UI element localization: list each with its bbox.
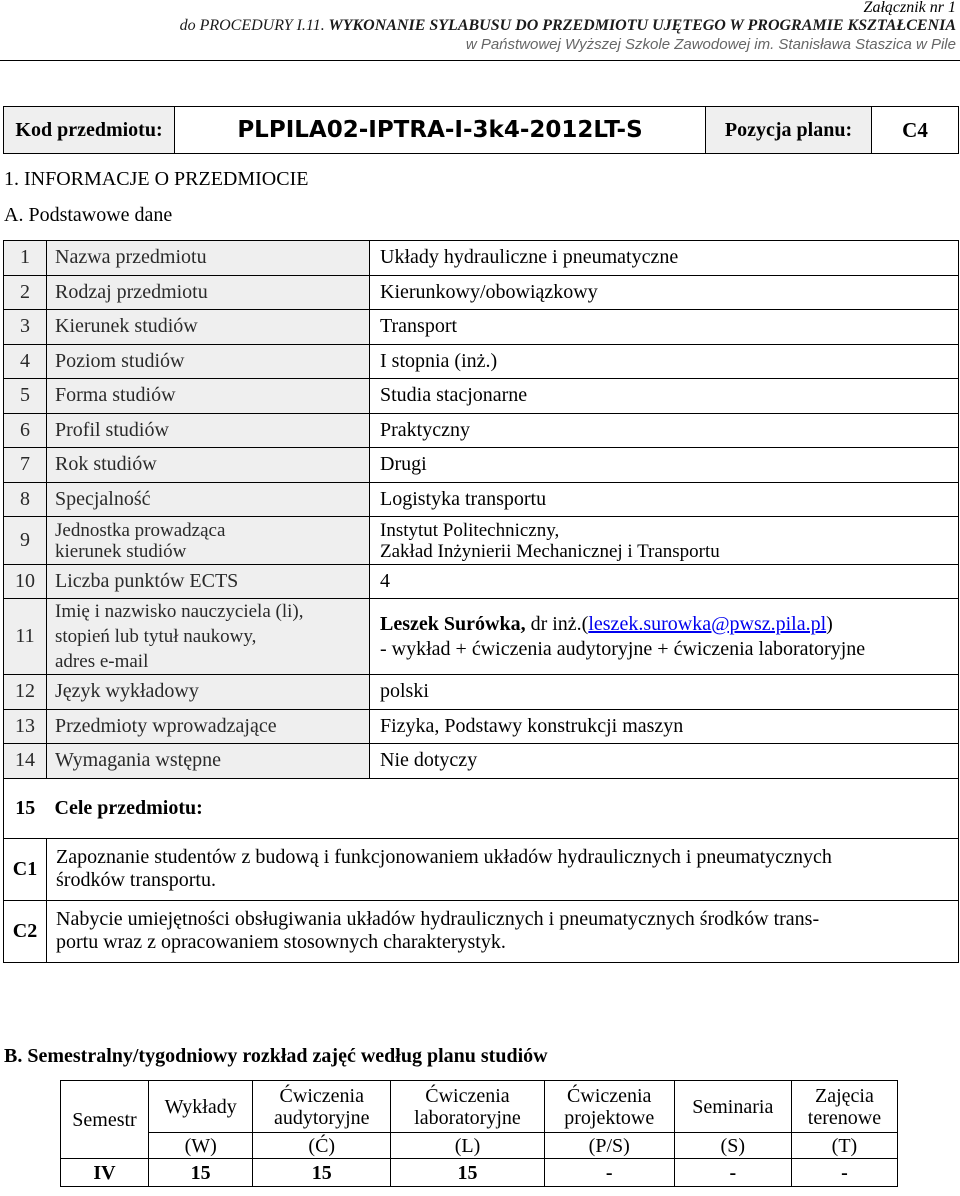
procedure-title	[180, 16, 956, 35]
table-row	[4, 413, 959, 448]
goal-row	[4, 900, 959, 962]
row-label	[47, 599, 370, 675]
value-line: - wykład + ćwiczenia audytoryjne + ćwiczenia laboratoryjne	[380, 637, 866, 660]
row-value: Drugi	[370, 448, 959, 483]
row-value: Nie dotyczy	[370, 744, 959, 779]
schedule-column-header	[544, 1081, 674, 1133]
header-line: Ćwiczenia	[567, 1084, 652, 1107]
table-row	[4, 448, 959, 483]
schedule-hours: 15	[391, 1159, 545, 1187]
schedule-code: (P/S)	[544, 1133, 674, 1159]
row-label: Nazwa przedmiotu	[47, 241, 370, 276]
row-label	[47, 517, 370, 565]
row-number: 11	[4, 599, 47, 675]
section-title: 1. INFORMACJE O PRZEDMIOCIE	[4, 168, 309, 190]
table-row	[4, 379, 959, 414]
header-line: terenowe	[807, 1106, 882, 1129]
schedule-code: (W)	[149, 1133, 253, 1159]
table-row	[4, 517, 959, 565]
schedule-code: (L)	[391, 1133, 545, 1159]
row-label: Poziom studiów	[47, 344, 370, 379]
label-line: kierunek studiów	[55, 540, 187, 562]
row-value: Transport	[370, 310, 959, 345]
procedure-main: WYKONANIE SYLABUSU DO PRZEDMIOTU UJĘTEGO W PROGRAMIE KSZTAŁCENIA	[328, 17, 956, 34]
table-row	[4, 482, 959, 517]
schedule-title: B. Semestralny/tygodniowy rozkład zajęć według planu studiów	[4, 1045, 548, 1067]
goal-line: portu wraz z opracowaniem stosownych charakterystyk.	[56, 931, 506, 953]
section-subtitle: A. Podstawowe dane	[4, 204, 173, 226]
label-line: Imię i nazwisko nauczyciela (li),	[55, 601, 304, 622]
table-row	[4, 275, 959, 310]
table-row	[4, 744, 959, 779]
header-line: Ćwiczenia	[279, 1084, 364, 1107]
schedule-column-header	[391, 1081, 545, 1133]
schedule-hours: -	[791, 1159, 897, 1187]
row-number: 4	[4, 344, 47, 379]
row-label: Rodzaj przedmiotu	[47, 275, 370, 310]
row-value: Kierunkowy/obowiązkowy	[370, 275, 959, 310]
row-value: Logistyka transportu	[370, 482, 959, 517]
goal-row	[4, 838, 959, 900]
row-number: 9	[4, 517, 47, 565]
teacher-email-link[interactable]: leszek.surowka@pwsz.pila.pl	[588, 612, 827, 635]
teacher-name: Leszek Surówka,	[380, 612, 526, 635]
row-number: 3	[4, 310, 47, 345]
schedule-hours: 15	[149, 1159, 253, 1187]
schedule-column-header	[149, 1081, 253, 1133]
course-code-table	[3, 106, 959, 154]
goals-header-row	[4, 778, 959, 838]
label-line: Jednostka prowadząca	[55, 519, 226, 541]
goal-line: środków transportu.	[56, 869, 216, 891]
goal-line: Zapoznanie studentów z budową i funkcjonowaniem układów hydraulicznych i pneumatycznych	[56, 846, 832, 868]
teacher-line	[380, 612, 958, 637]
schedule-hours: -	[674, 1159, 791, 1187]
goal-line: Nabycie umiejętności obsługiwania układów hydraulicznych i pneumatycznych środków trans-	[56, 908, 820, 930]
row-label: Liczba punktów ECTS	[47, 565, 370, 599]
label-line: stopień lub tytuł naukowy,	[55, 626, 257, 647]
schedule-code: (Ć)	[253, 1133, 391, 1159]
header-line: projektowe	[564, 1106, 655, 1129]
goal-text	[47, 900, 959, 962]
table-row	[4, 675, 959, 710]
row-number: 12	[4, 675, 47, 710]
label-line: adres e-mail	[55, 651, 149, 672]
position-label: Pozycja planu:	[706, 107, 872, 154]
row-number: 6	[4, 413, 47, 448]
row-label: Język wykładowy	[47, 675, 370, 710]
row-value: 4	[370, 565, 959, 599]
schedule-column-header	[674, 1081, 791, 1133]
schedule-hours: -	[544, 1159, 674, 1187]
schedule-code: (T)	[791, 1133, 897, 1159]
schedule-hours: 15	[253, 1159, 391, 1187]
row-number: 5	[4, 379, 47, 414]
value-line: Instytut Politechniczny,	[380, 519, 560, 541]
table-row	[4, 565, 959, 599]
row-value: Układy hydrauliczne i pneumatyczne	[370, 241, 959, 276]
semester-value: IV	[61, 1159, 149, 1187]
plan-position: C4	[872, 107, 959, 154]
schedule-code: (S)	[674, 1133, 791, 1159]
header-line: Ćwiczenia	[425, 1084, 510, 1107]
row-number: 13	[4, 709, 47, 744]
row-label: Przedmioty wprowadzające	[47, 709, 370, 744]
row-value: polski	[370, 675, 959, 710]
goal-code: C1	[4, 838, 47, 900]
header-line: audytoryjne	[273, 1106, 370, 1129]
semester-header: Semestr	[61, 1081, 149, 1159]
header-divider	[0, 60, 960, 61]
basic-data-table	[3, 240, 959, 963]
schedule-column-header	[253, 1081, 391, 1133]
row-number: 10	[4, 565, 47, 599]
value-line: Zakład Inżynierii Mechanicznej i Transportu	[380, 540, 720, 562]
header-line: Wykłady	[164, 1095, 237, 1118]
row-value: Studia stacjonarne	[370, 379, 959, 414]
table-row	[4, 310, 959, 345]
row-value: Fizyka, Podstawy konstrukcji maszyn	[370, 709, 959, 744]
schedule-column-header	[791, 1081, 897, 1133]
row-label: Wymagania wstępne	[47, 744, 370, 779]
teacher-close: )	[826, 612, 833, 635]
row-value	[370, 517, 959, 565]
row-value: I stopnia (inż.)	[370, 344, 959, 379]
row-label: Rok studiów	[47, 448, 370, 483]
table-row	[4, 599, 959, 675]
code-label: Kod przedmiotu:	[4, 107, 175, 154]
table-row	[4, 241, 959, 276]
row-value	[370, 599, 959, 675]
table-row	[4, 344, 959, 379]
teacher-title: dr inż.(	[525, 612, 589, 635]
row-label: Forma studiów	[47, 379, 370, 414]
header-line: Zajęcia	[815, 1084, 874, 1107]
row-number: 15	[4, 778, 47, 838]
row-label: Profil studiów	[47, 413, 370, 448]
row-number: 2	[4, 275, 47, 310]
row-number: 14	[4, 744, 47, 779]
schedule-table	[60, 1080, 898, 1187]
course-code: PLPILA02-IPTRA-I-3k4-2012LT-S	[175, 107, 706, 154]
header-line: Seminaria	[692, 1095, 774, 1118]
row-number: 8	[4, 482, 47, 517]
goal-code: C2	[4, 900, 47, 962]
row-number: 7	[4, 448, 47, 483]
row-label: Specjalność	[47, 482, 370, 517]
row-value: Praktyczny	[370, 413, 959, 448]
table-row	[4, 709, 959, 744]
row-label: Kierunek studiów	[47, 310, 370, 345]
header-line: laboratoryjne	[414, 1106, 521, 1129]
school-name: w Państwowej Wyższej Szkole Zawodowej im. Stanisława Staszica w Pile	[465, 36, 956, 53]
row-number: 1	[4, 241, 47, 276]
goals-label: Cele przedmiotu:	[47, 778, 959, 838]
goal-text	[47, 838, 959, 900]
procedure-prefix: do PROCEDURY I.11.	[179, 17, 325, 34]
appendix-label: Załącznik nr 1	[863, 0, 956, 16]
